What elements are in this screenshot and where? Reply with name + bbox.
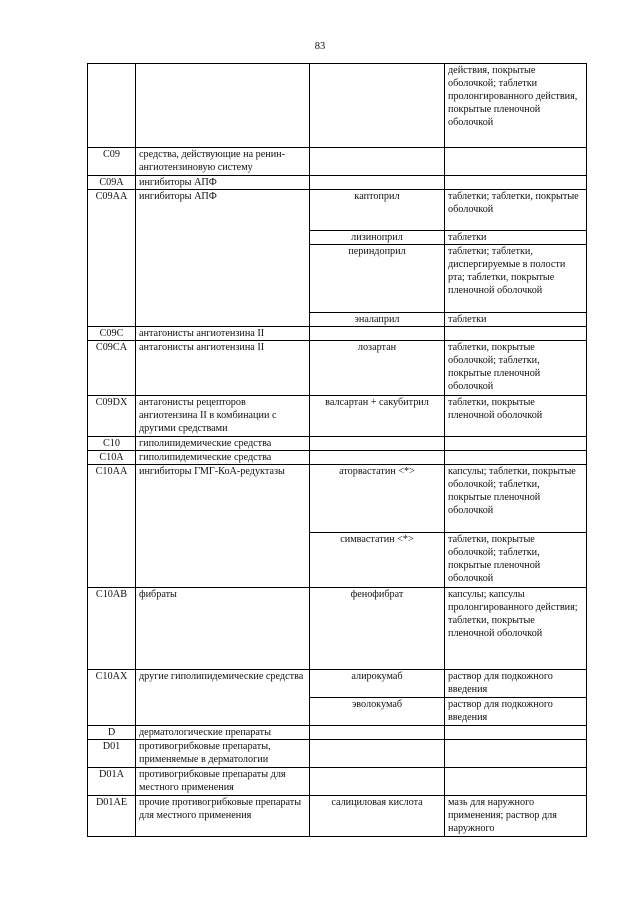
atc-code-cell: C10A — [88, 451, 136, 465]
atc-code-cell: D01A — [88, 768, 136, 796]
drug-name-cell: эналаприл — [310, 313, 445, 327]
dosage-form-cell: таблетки, покрытые оболочкой; таблетки, покрытые пленочной оболочкой — [445, 533, 587, 588]
dosage-form-cell: капсулы; таблетки, покрытые оболочкой; таблетки, покрытые пленочной оболочкой — [445, 465, 587, 533]
drug-name-cell — [310, 64, 445, 148]
table-row — [88, 796, 587, 837]
group-name-cell — [136, 64, 310, 148]
drug-table — [87, 63, 587, 837]
group-name-cell: противогрибковые препараты, применяемые в дерматологии — [136, 740, 310, 768]
drug-name-cell — [310, 451, 445, 465]
atc-code-cell: C09 — [88, 148, 136, 176]
dosage-form-cell: капсулы; капсулы пролонгированного действия; таблетки, покрытые пленочной оболочкой — [445, 588, 587, 670]
dosage-form-cell — [445, 148, 587, 176]
drug-name-cell: лизиноприл — [310, 231, 445, 245]
atc-code-cell: C10AX — [88, 670, 136, 726]
table-row — [88, 768, 587, 796]
table-row — [88, 176, 587, 190]
drug-name-cell — [310, 726, 445, 740]
atc-code-cell: C09CA — [88, 341, 136, 396]
atc-code-cell — [88, 64, 136, 148]
drug-name-cell: салициловая кислота — [310, 796, 445, 837]
table-row — [88, 726, 587, 740]
table-row — [88, 396, 587, 437]
table-row — [88, 148, 587, 176]
group-name-cell: средства, действующие на ренин-ангиотензиновую систему — [136, 148, 310, 176]
drug-name-cell — [310, 740, 445, 768]
dosage-form-cell: действия, покрытые оболочкой; таблетки пролонгированного действия, покрытые пленочной оболочкой — [445, 64, 587, 148]
dosage-form-cell: мазь для наружного применения; раствор для наружного — [445, 796, 587, 837]
atc-code-cell: C09AA — [88, 190, 136, 327]
atc-code-cell: C09A — [88, 176, 136, 190]
group-name-cell: антагонисты рецепторов ангиотензина II в комбинации с другими средствами — [136, 396, 310, 437]
dosage-form-cell: таблетки — [445, 231, 587, 245]
atc-code-cell: D — [88, 726, 136, 740]
atc-code-cell: C09DX — [88, 396, 136, 437]
table-row — [88, 64, 587, 148]
dosage-form-cell: таблетки, покрытые оболочкой; таблетки, покрытые пленочной оболочкой — [445, 341, 587, 396]
atc-code-cell: D01 — [88, 740, 136, 768]
table-row — [88, 437, 587, 451]
dosage-form-cell — [445, 327, 587, 341]
table-row — [88, 327, 587, 341]
drug-name-cell: аторвастатин <*> — [310, 465, 445, 533]
dosage-form-cell: таблетки — [445, 313, 587, 327]
table-row — [88, 588, 587, 670]
group-name-cell: гиполипидемические средства — [136, 437, 310, 451]
drug-name-cell — [310, 768, 445, 796]
group-name-cell: гиполипидемические средства — [136, 451, 310, 465]
atc-code-cell: C10 — [88, 437, 136, 451]
drug-name-cell: симвастатин <*> — [310, 533, 445, 588]
drug-name-cell — [310, 327, 445, 341]
page-number: 83 — [314, 41, 326, 52]
dosage-form-cell: таблетки, покрытые пленочной оболочкой — [445, 396, 587, 437]
table-row — [88, 740, 587, 768]
group-name-cell: ингибиторы ГМГ-КоА-редуктазы — [136, 465, 310, 588]
drug-name-cell: периндоприл — [310, 245, 445, 313]
drug-name-cell — [310, 148, 445, 176]
dosage-form-cell: раствор для подкожного введения — [445, 670, 587, 698]
dosage-form-cell: раствор для подкожного введения — [445, 698, 587, 726]
table-row — [88, 465, 587, 533]
group-name-cell: антагонисты ангиотензина II — [136, 341, 310, 396]
dosage-form-cell — [445, 437, 587, 451]
table-row — [88, 341, 587, 396]
group-name-cell: дерматологические препараты — [136, 726, 310, 740]
atc-code-cell: D01AE — [88, 796, 136, 837]
drug-name-cell: алирокумаб — [310, 670, 445, 698]
dosage-form-cell — [445, 176, 587, 190]
atc-code-cell: C10AA — [88, 465, 136, 588]
group-name-cell: ингибиторы АПФ — [136, 176, 310, 190]
table-row — [88, 451, 587, 465]
group-name-cell: антагонисты ангиотензина II — [136, 327, 310, 341]
group-name-cell: другие гиполипидемические средства — [136, 670, 310, 726]
group-name-cell: фибраты — [136, 588, 310, 670]
drug-name-cell: каптоприл — [310, 190, 445, 231]
dosage-form-cell — [445, 768, 587, 796]
dosage-form-cell: таблетки; таблетки, покрытые оболочкой — [445, 190, 587, 231]
group-name-cell: ингибиторы АПФ — [136, 190, 310, 327]
atc-code-cell: C09C — [88, 327, 136, 341]
group-name-cell: прочие противогрибковые препараты для местного применения — [136, 796, 310, 837]
atc-code-cell: C10AB — [88, 588, 136, 670]
dosage-form-cell — [445, 726, 587, 740]
dosage-form-cell — [445, 451, 587, 465]
dosage-form-cell: таблетки; таблетки, диспергируемые в полости рта; таблетки, покрытые пленочной оболочкой — [445, 245, 587, 313]
drug-name-cell — [310, 176, 445, 190]
drug-name-cell: лозартан — [310, 341, 445, 396]
dosage-form-cell — [445, 740, 587, 768]
drug-name-cell: эволокумаб — [310, 698, 445, 726]
drug-name-cell: фенофибрат — [310, 588, 445, 670]
group-name-cell: противогрибковые препараты для местного применения — [136, 768, 310, 796]
drug-name-cell: валсартан + сакубитрил — [310, 396, 445, 437]
drug-name-cell — [310, 437, 445, 451]
table-row — [88, 190, 587, 231]
table-row — [88, 670, 587, 698]
